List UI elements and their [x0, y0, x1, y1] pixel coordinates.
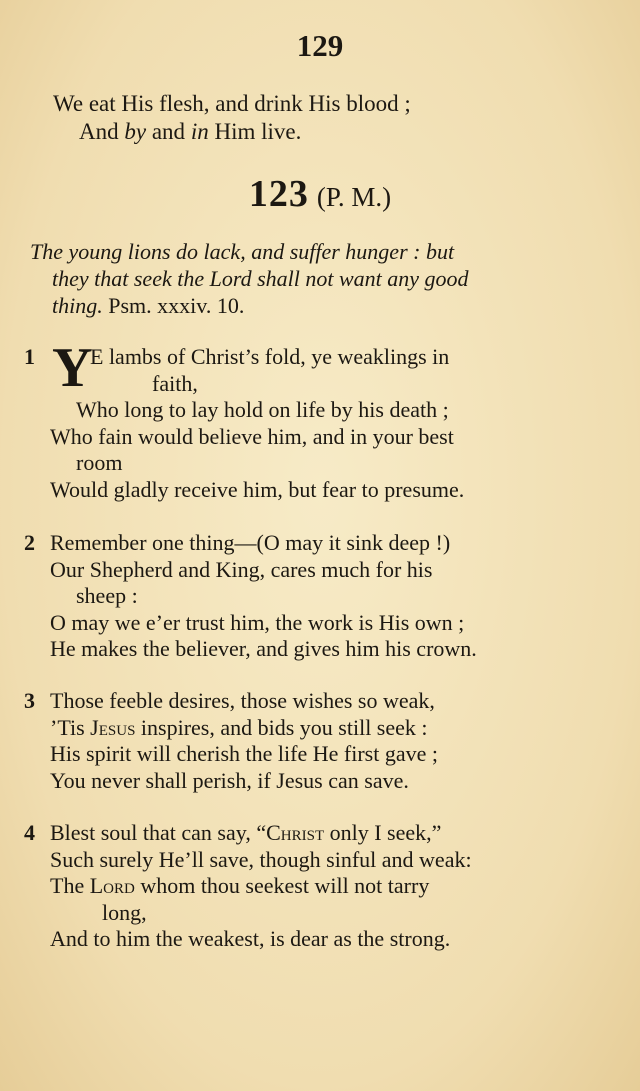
stanza-line: His spirit will cherish the life He first gave ; — [50, 741, 438, 766]
stanza-1 — [24, 337, 594, 503]
text-run: Those feeble desires, those wishes so weak, — [50, 688, 435, 713]
stanza-line: long, — [102, 899, 147, 925]
text-run: ’Tis — [50, 714, 91, 740]
text-run: Him live. — [208, 119, 302, 144]
epigraph — [30, 238, 590, 319]
stanza-line: Such surely He’ll save, though sinful and weak: — [50, 846, 472, 872]
stanza-3 — [24, 688, 594, 794]
stanza-line: faith, — [152, 370, 198, 396]
italic-run: in — [190, 119, 209, 144]
stanza-line — [24, 873, 594, 900]
text-run: E lambs of Christ’s fold, ye weaklings in — [90, 344, 450, 369]
text-run: and — [146, 119, 191, 144]
stanza-line: Would gladly receive him, but fear to presume. — [50, 476, 465, 502]
epigraph-line-1 — [30, 238, 590, 265]
stanza-number: 2 — [24, 530, 35, 555]
text-run: Blest soul that can say, “ — [50, 820, 267, 845]
text-run: And — [79, 119, 125, 144]
stanza-2 — [24, 530, 594, 663]
stanza-line: And to him the weakest, is dear as the strong. — [50, 926, 451, 951]
hymn-number: 123 — [248, 173, 309, 215]
stanza-number: 1 — [24, 344, 35, 369]
italic-run: by — [124, 119, 147, 144]
stanza-line: Who fain would believe him, and in your best — [50, 423, 454, 449]
hymn-meter: (P. M.) — [316, 182, 392, 212]
epigraph-line-3 — [30, 292, 590, 319]
drop-cap: Y — [52, 337, 93, 399]
text-run: The — [50, 873, 90, 898]
text-run: Remember one thing—(O may it sink deep !) — [50, 530, 451, 555]
page-number: 129 — [296, 28, 344, 63]
small-caps-run: Jesus — [90, 714, 136, 740]
carryover-line-1: We eat His flesh, and drink His blood ; — [53, 91, 411, 116]
epigraph-line-2 — [30, 265, 590, 292]
stanza-line — [24, 344, 594, 371]
stanza-number: 3 — [24, 688, 35, 713]
italic-run: thing. — [52, 293, 103, 318]
stanza-line: Our Shepherd and King, cares much for his — [50, 556, 433, 582]
stanza-line — [24, 530, 594, 557]
stanza-line: O may we e’er trust him, the work is His own ; — [50, 609, 465, 635]
italic-run: they that seek the Lord shall not want any good — [52, 266, 469, 291]
hymn-heading — [0, 172, 640, 216]
carryover-line-2 — [53, 118, 411, 146]
stanza-line: room — [76, 450, 123, 475]
text-run: whom thou seekest will not tarry — [134, 873, 430, 898]
small-caps-run: Lord — [89, 873, 135, 898]
stanza-line — [24, 715, 594, 742]
stanza-number: 4 — [24, 820, 35, 845]
stanza-line: He makes the believer, and gives him his crown. — [50, 636, 477, 661]
stanza-line: Who long to lay hold on life by his death ; — [76, 397, 449, 422]
text-run: only I seek,” — [324, 820, 442, 845]
small-caps-run: Christ — [266, 820, 325, 845]
stanza-line: You never shall perish, if Jesus can save. — [50, 767, 409, 793]
stanza-line — [24, 820, 594, 847]
text-run: inspires, and bids you still seek : — [135, 714, 428, 740]
scripture-reference: Psm. xxxiv. 10. — [102, 293, 245, 318]
italic-run: The young lions do lack, and suffer hunger : but — [30, 239, 455, 264]
stanza-line — [24, 688, 594, 715]
stanza-line: sheep : — [76, 583, 138, 608]
carryover-verse — [53, 90, 411, 146]
stanza-4 — [24, 820, 594, 953]
